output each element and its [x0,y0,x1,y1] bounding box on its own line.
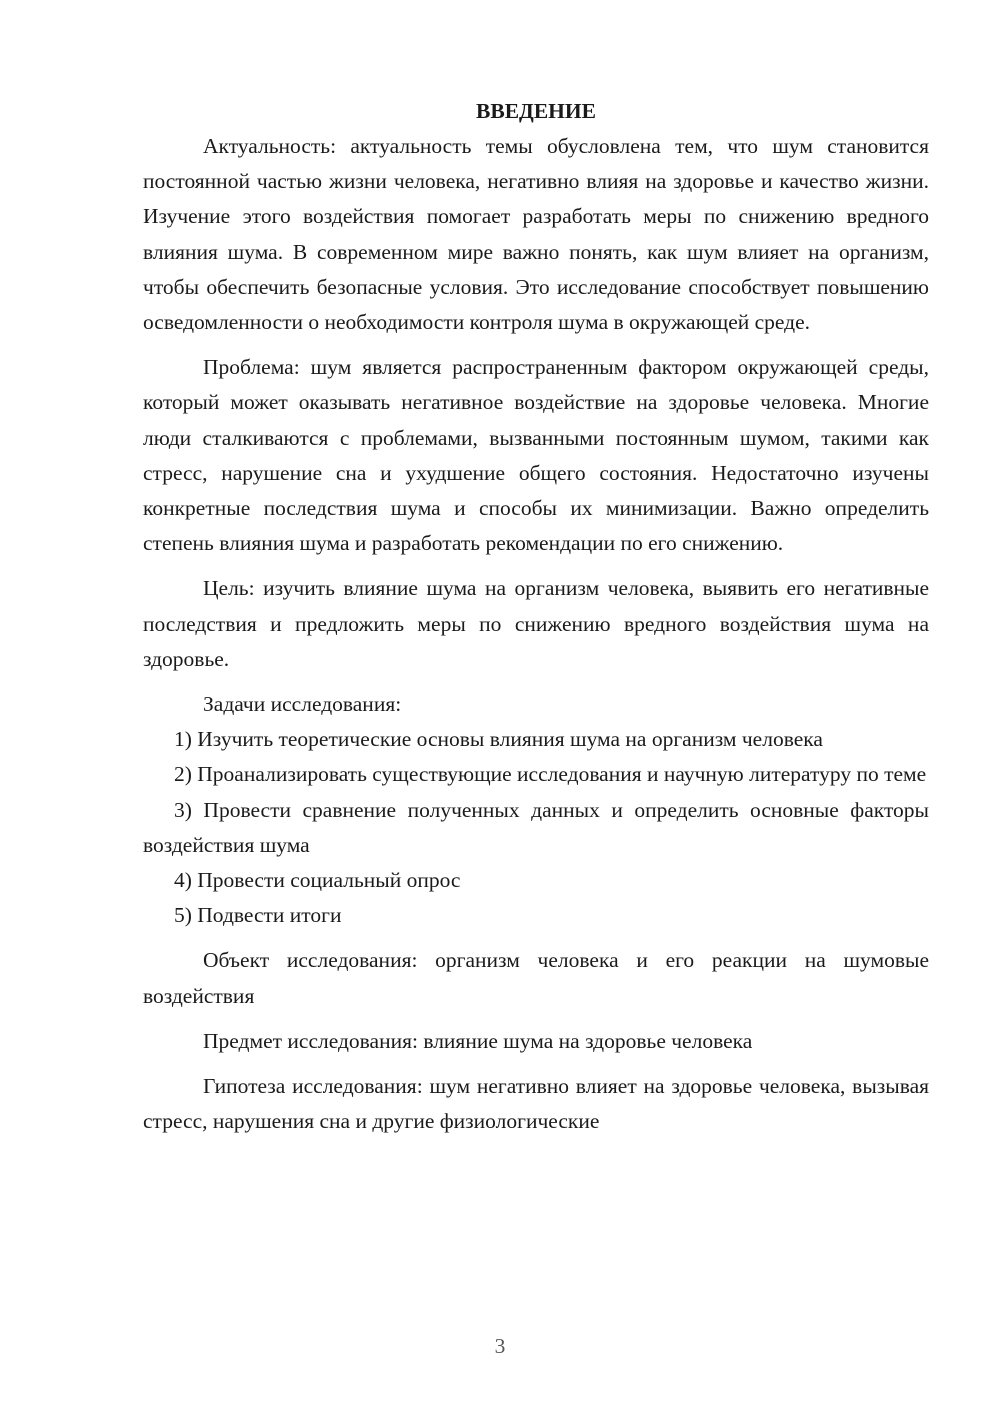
relevance-paragraph: Актуальность: актуальность темы обусловлена тем, что шум становится постоянной частью жизни человека, негативно влияя на здоровье и качество жизни. Изучение этого воздействия помогает разработать меры по снижению вредного влияния шума. В современном мире важно понять, как шум влияет на организм, чтобы обеспечить безопасные условия. Это исследование способствует повышению осведомленности о необходимости контроля шума в окружающей среде. [143,134,929,335]
task-item-5: 5) Подвести итоги [174,903,342,928]
tasks-heading: Задачи исследования: [203,692,402,717]
task-item-3: 3) Провести сравнение полученных данных и определить основные факторы воздействия шума [143,797,929,857]
subject-paragraph: Предмет исследования: влияние шума на здоровье человека [203,1028,753,1053]
page-title: ВВЕДЕНИЕ [476,99,596,123]
problem-paragraph: Проблема: шум является распространенным фактором окружающей среды, который может оказывать негативное воздействие на здоровье человека. Многие люди сталкиваются с проблемами, вызванными постоянным шумом, такими как стресс, нарушение сна и ухудшение общего состояния. Недостаточно изучены конкретные последствия шума и способы их минимизации. Важно определить степень влияния шума и разработать рекомендации по его снижению. [143,355,929,556]
task-item-1: 1) Изучить теоретические основы влияния шума на организм человека [174,727,823,752]
page-number: 3 [494,1334,506,1358]
task-item-4: 4) Провести социальный опрос [174,868,461,893]
goal-paragraph: Цель: изучить влияние шума на организм человека, выявить его негативные последствия и предложить меры по снижению вредного воздействия шума на здоровье. [143,576,929,671]
task-item-2: 2) Проанализировать существующие исследования и научную литературу по теме [174,762,927,787]
page-content [143,94,929,1139]
object-paragraph: Объект исследования: организм человека и его реакции на шумовые воздействия [143,948,929,1008]
hypothesis-paragraph: Гипотеза исследования: шум негативно влияет на здоровье человека, вызывая стресс, нарушения сна и другие физиологические [143,1074,929,1134]
